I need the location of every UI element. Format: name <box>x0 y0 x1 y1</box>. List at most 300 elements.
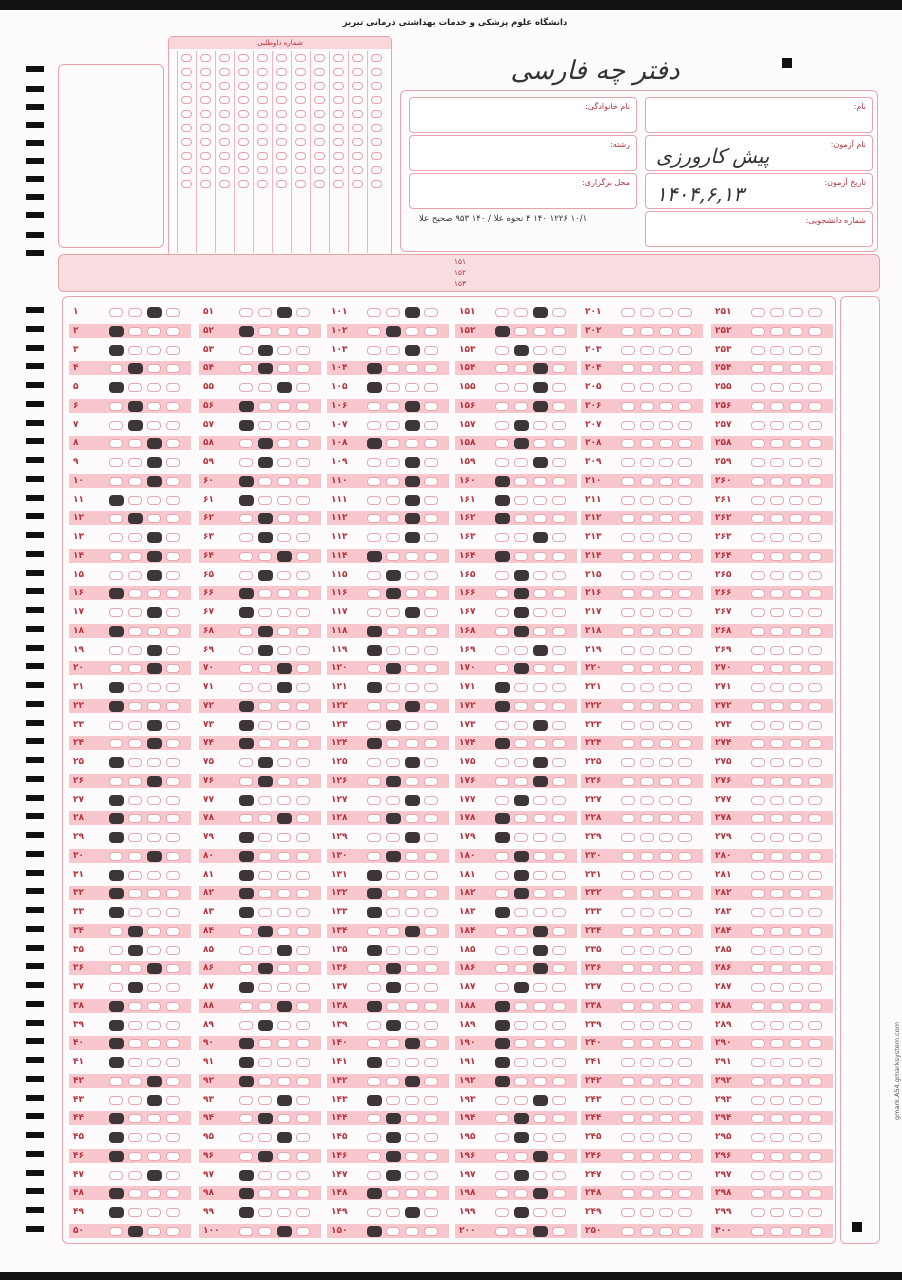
answer-bubble[interactable] <box>296 589 310 598</box>
answer-bubble[interactable] <box>751 458 765 467</box>
answer-bubble-filled[interactable] <box>495 682 510 693</box>
answer-bubble[interactable] <box>147 889 161 898</box>
answer-bubble[interactable] <box>239 627 253 636</box>
answer-bubble[interactable] <box>405 946 419 955</box>
answer-bubble[interactable] <box>405 871 419 880</box>
answer-bubble[interactable] <box>552 1208 566 1217</box>
answer-bubble[interactable] <box>424 1189 438 1198</box>
answer-bubble[interactable] <box>789 1114 803 1123</box>
answer-bubble[interactable] <box>258 308 272 317</box>
answer-bubble-filled[interactable] <box>386 570 401 581</box>
answer-bubble-filled[interactable] <box>367 1057 382 1068</box>
answer-bubble[interactable] <box>789 571 803 580</box>
answer-bubble[interactable] <box>166 383 180 392</box>
answer-bubble[interactable] <box>166 833 180 842</box>
answer-bubble[interactable] <box>128 871 142 880</box>
answer-bubble[interactable] <box>258 796 272 805</box>
answer-bubble[interactable] <box>405 1152 419 1161</box>
exam-name-field[interactable] <box>645 135 873 171</box>
answer-bubble[interactable] <box>770 1077 784 1086</box>
answer-bubble[interactable] <box>751 1152 765 1161</box>
answer-bubble[interactable] <box>495 1152 509 1161</box>
answer-bubble[interactable] <box>808 496 822 505</box>
answer-bubble[interactable] <box>640 683 654 692</box>
answer-bubble[interactable] <box>296 927 310 936</box>
answer-bubble[interactable] <box>640 1096 654 1105</box>
answer-bubble[interactable] <box>296 439 310 448</box>
answer-bubble-filled[interactable] <box>533 382 548 393</box>
answer-bubble[interactable] <box>424 627 438 636</box>
answer-bubble[interactable] <box>367 327 381 336</box>
answer-bubble[interactable] <box>621 683 635 692</box>
answer-bubble[interactable] <box>789 777 803 786</box>
answer-bubble-filled[interactable] <box>386 963 401 974</box>
answer-bubble[interactable] <box>277 889 291 898</box>
answer-bubble[interactable] <box>109 477 123 486</box>
answer-bubble-filled[interactable] <box>405 476 420 487</box>
answer-bubble[interactable] <box>166 1077 180 1086</box>
answer-bubble[interactable] <box>621 796 635 805</box>
answer-bubble[interactable] <box>678 383 692 392</box>
answer-bubble[interactable] <box>770 627 784 636</box>
answer-bubble[interactable] <box>514 1227 528 1236</box>
id-bubble[interactable] <box>352 110 363 118</box>
id-bubble[interactable] <box>238 68 249 76</box>
answer-bubble[interactable] <box>552 777 566 786</box>
answer-bubble[interactable] <box>128 721 142 730</box>
answer-bubble[interactable] <box>640 983 654 992</box>
id-bubble[interactable] <box>295 82 306 90</box>
id-bubble[interactable] <box>181 68 192 76</box>
answer-bubble[interactable] <box>424 608 438 617</box>
answer-bubble[interactable] <box>789 664 803 673</box>
answer-bubble[interactable] <box>424 1058 438 1067</box>
answer-bubble[interactable] <box>678 777 692 786</box>
answer-bubble[interactable] <box>678 871 692 880</box>
answer-bubble[interactable] <box>514 1077 528 1086</box>
answer-bubble[interactable] <box>296 1171 310 1180</box>
id-bubble[interactable] <box>333 82 344 90</box>
answer-bubble[interactable] <box>128 1208 142 1217</box>
answer-bubble-filled[interactable] <box>514 1207 529 1218</box>
answer-bubble[interactable] <box>277 1152 291 1161</box>
answer-bubble[interactable] <box>770 871 784 880</box>
answer-bubble-filled[interactable] <box>405 1076 420 1087</box>
answer-bubble[interactable] <box>277 796 291 805</box>
answer-bubble[interactable] <box>659 946 673 955</box>
answer-bubble-filled[interactable] <box>533 363 548 374</box>
answer-bubble[interactable] <box>495 983 509 992</box>
answer-bubble[interactable] <box>770 477 784 486</box>
answer-bubble[interactable] <box>258 496 272 505</box>
answer-bubble[interactable] <box>367 852 381 861</box>
answer-bubble[interactable] <box>789 1152 803 1161</box>
answer-bubble[interactable] <box>128 646 142 655</box>
answer-bubble[interactable] <box>277 983 291 992</box>
answer-bubble[interactable] <box>424 1227 438 1236</box>
answer-bubble[interactable] <box>770 1152 784 1161</box>
answer-bubble[interactable] <box>640 1171 654 1180</box>
answer-bubble[interactable] <box>789 552 803 561</box>
answer-bubble[interactable] <box>640 908 654 917</box>
answer-bubble[interactable] <box>808 439 822 448</box>
answer-bubble[interactable] <box>640 589 654 598</box>
answer-bubble[interactable] <box>678 421 692 430</box>
answer-bubble[interactable] <box>386 477 400 486</box>
answer-bubble[interactable] <box>166 646 180 655</box>
answer-bubble[interactable] <box>495 664 509 673</box>
answer-bubble[interactable] <box>770 552 784 561</box>
answer-bubble[interactable] <box>166 1208 180 1217</box>
answer-bubble[interactable] <box>552 496 566 505</box>
answer-bubble-filled[interactable] <box>533 1188 548 1199</box>
answer-bubble[interactable] <box>296 514 310 523</box>
answer-bubble[interactable] <box>296 964 310 973</box>
answer-bubble[interactable] <box>166 889 180 898</box>
answer-bubble[interactable] <box>405 327 419 336</box>
answer-bubble[interactable] <box>147 1152 161 1161</box>
answer-bubble[interactable] <box>659 1096 673 1105</box>
answer-bubble[interactable] <box>808 308 822 317</box>
answer-bubble-filled[interactable] <box>533 401 548 412</box>
answer-bubble[interactable] <box>386 946 400 955</box>
answer-bubble[interactable] <box>751 833 765 842</box>
answer-bubble-filled[interactable] <box>128 363 143 374</box>
answer-bubble-filled[interactable] <box>239 1076 254 1087</box>
answer-bubble[interactable] <box>659 964 673 973</box>
answer-bubble[interactable] <box>367 927 381 936</box>
answer-bubble[interactable] <box>640 458 654 467</box>
answer-bubble[interactable] <box>770 796 784 805</box>
answer-bubble[interactable] <box>621 1152 635 1161</box>
answer-bubble-filled[interactable] <box>386 982 401 993</box>
answer-bubble[interactable] <box>296 402 310 411</box>
answer-bubble[interactable] <box>495 1171 509 1180</box>
answer-bubble[interactable] <box>640 814 654 823</box>
answer-bubble[interactable] <box>109 964 123 973</box>
answer-bubble[interactable] <box>277 1039 291 1048</box>
answer-bubble[interactable] <box>770 496 784 505</box>
answer-bubble[interactable] <box>109 777 123 786</box>
answer-bubble[interactable] <box>678 496 692 505</box>
answer-bubble[interactable] <box>751 552 765 561</box>
answer-bubble[interactable] <box>751 383 765 392</box>
answer-bubble[interactable] <box>296 552 310 561</box>
id-bubble[interactable] <box>276 138 287 146</box>
answer-bubble-filled[interactable] <box>533 1095 548 1106</box>
answer-bubble-filled[interactable] <box>258 645 273 656</box>
answer-bubble[interactable] <box>239 946 253 955</box>
answer-bubble[interactable] <box>552 664 566 673</box>
answer-bubble[interactable] <box>621 777 635 786</box>
answer-bubble[interactable] <box>296 796 310 805</box>
answer-bubble[interactable] <box>424 1039 438 1048</box>
answer-bubble[interactable] <box>640 702 654 711</box>
answer-bubble-filled[interactable] <box>405 926 420 937</box>
answer-bubble[interactable] <box>386 364 400 373</box>
answer-bubble[interactable] <box>789 814 803 823</box>
id-bubble[interactable] <box>219 152 230 160</box>
answer-bubble[interactable] <box>495 589 509 598</box>
answer-bubble[interactable] <box>109 983 123 992</box>
answer-bubble[interactable] <box>621 908 635 917</box>
answer-bubble-filled[interactable] <box>367 682 382 693</box>
answer-bubble[interactable] <box>147 1039 161 1048</box>
id-bubble[interactable] <box>181 124 192 132</box>
answer-bubble-filled[interactable] <box>277 1095 292 1106</box>
answer-bubble[interactable] <box>552 1077 566 1086</box>
answer-bubble-filled[interactable] <box>147 663 162 674</box>
answer-bubble[interactable] <box>640 852 654 861</box>
answer-bubble[interactable] <box>405 739 419 748</box>
id-bubble[interactable] <box>352 54 363 62</box>
answer-bubble-filled[interactable] <box>277 307 292 318</box>
answer-bubble[interactable] <box>659 1114 673 1123</box>
answer-bubble-filled[interactable] <box>405 307 420 318</box>
answer-bubble[interactable] <box>789 702 803 711</box>
answer-bubble[interactable] <box>386 1002 400 1011</box>
answer-bubble[interactable] <box>789 964 803 973</box>
answer-bubble-filled[interactable] <box>147 1076 162 1087</box>
answer-bubble[interactable] <box>640 402 654 411</box>
answer-bubble[interactable] <box>678 1096 692 1105</box>
answer-bubble-filled[interactable] <box>147 532 162 543</box>
answer-bubble[interactable] <box>277 1171 291 1180</box>
answer-bubble[interactable] <box>405 1002 419 1011</box>
answer-bubble[interactable] <box>770 346 784 355</box>
answer-bubble-filled[interactable] <box>386 851 401 862</box>
id-bubble[interactable] <box>276 82 287 90</box>
exam-date-field[interactable] <box>645 173 873 209</box>
answer-bubble[interactable] <box>659 608 673 617</box>
answer-bubble[interactable] <box>552 514 566 523</box>
id-bubble[interactable] <box>314 54 325 62</box>
answer-bubble[interactable] <box>405 889 419 898</box>
answer-bubble[interactable] <box>621 364 635 373</box>
answer-bubble-filled[interactable] <box>147 307 162 318</box>
answer-bubble[interactable] <box>147 796 161 805</box>
id-bubble[interactable] <box>219 82 230 90</box>
answer-bubble[interactable] <box>552 646 566 655</box>
answer-bubble[interactable] <box>424 983 438 992</box>
answer-bubble[interactable] <box>367 308 381 317</box>
answer-bubble[interactable] <box>659 1133 673 1142</box>
answer-bubble[interactable] <box>808 1096 822 1105</box>
answer-bubble[interactable] <box>621 627 635 636</box>
answer-bubble[interactable] <box>495 1189 509 1198</box>
answer-bubble[interactable] <box>424 683 438 692</box>
answer-bubble[interactable] <box>659 852 673 861</box>
answer-bubble[interactable] <box>808 402 822 411</box>
answer-bubble-filled[interactable] <box>128 926 143 937</box>
answer-bubble[interactable] <box>424 552 438 561</box>
answer-bubble[interactable] <box>678 946 692 955</box>
answer-bubble[interactable] <box>424 964 438 973</box>
answer-bubble[interactable] <box>770 664 784 673</box>
answer-bubble[interactable] <box>640 1058 654 1067</box>
answer-bubble-filled[interactable] <box>258 363 273 374</box>
answer-bubble[interactable] <box>640 1133 654 1142</box>
answer-bubble-filled[interactable] <box>239 870 254 881</box>
answer-bubble[interactable] <box>640 346 654 355</box>
answer-bubble[interactable] <box>239 571 253 580</box>
answer-bubble-filled[interactable] <box>239 720 254 731</box>
answer-bubble[interactable] <box>659 1058 673 1067</box>
answer-bubble[interactable] <box>277 1021 291 1030</box>
answer-bubble[interactable] <box>424 1114 438 1123</box>
answer-bubble-filled[interactable] <box>109 326 124 337</box>
answer-bubble[interactable] <box>258 664 272 673</box>
answer-bubble-filled[interactable] <box>147 457 162 468</box>
answer-bubble-filled[interactable] <box>495 1076 510 1087</box>
answer-bubble[interactable] <box>495 1114 509 1123</box>
answer-bubble[interactable] <box>495 1227 509 1236</box>
answer-bubble[interactable] <box>424 364 438 373</box>
answer-bubble[interactable] <box>621 1002 635 1011</box>
answer-bubble[interactable] <box>166 871 180 880</box>
answer-bubble[interactable] <box>128 1021 142 1030</box>
answer-bubble[interactable] <box>751 889 765 898</box>
id-bubble[interactable] <box>257 152 268 160</box>
answer-bubble[interactable] <box>495 402 509 411</box>
answer-bubble[interactable] <box>751 983 765 992</box>
answer-bubble[interactable] <box>277 608 291 617</box>
answer-bubble[interactable] <box>128 1133 142 1142</box>
answer-bubble[interactable] <box>621 1171 635 1180</box>
answer-bubble[interactable] <box>621 646 635 655</box>
answer-bubble[interactable] <box>621 402 635 411</box>
answer-bubble[interactable] <box>109 946 123 955</box>
answer-bubble[interactable] <box>640 421 654 430</box>
answer-bubble-filled[interactable] <box>239 588 254 599</box>
answer-bubble[interactable] <box>296 721 310 730</box>
answer-bubble[interactable] <box>109 608 123 617</box>
answer-bubble[interactable] <box>166 758 180 767</box>
answer-bubble[interactable] <box>808 758 822 767</box>
answer-bubble[interactable] <box>239 383 253 392</box>
answer-bubble[interactable] <box>533 833 547 842</box>
answer-bubble[interactable] <box>770 458 784 467</box>
major-field[interactable] <box>409 135 637 171</box>
answer-bubble[interactable] <box>514 383 528 392</box>
answer-bubble[interactable] <box>128 496 142 505</box>
answer-bubble[interactable] <box>659 1002 673 1011</box>
answer-bubble[interactable] <box>367 458 381 467</box>
answer-bubble[interactable] <box>789 346 803 355</box>
id-bubble[interactable] <box>219 180 230 188</box>
answer-bubble[interactable] <box>640 1002 654 1011</box>
answer-bubble[interactable] <box>109 308 123 317</box>
answer-bubble-filled[interactable] <box>514 982 529 993</box>
answer-bubble-filled[interactable] <box>405 345 420 356</box>
answer-bubble[interactable] <box>239 364 253 373</box>
answer-bubble[interactable] <box>147 1208 161 1217</box>
answer-bubble[interactable] <box>621 608 635 617</box>
answer-bubble[interactable] <box>640 646 654 655</box>
answer-bubble[interactable] <box>621 871 635 880</box>
answer-bubble[interactable] <box>770 1114 784 1123</box>
answer-bubble-filled[interactable] <box>109 1113 124 1124</box>
answer-bubble-filled[interactable] <box>405 795 420 806</box>
id-bubble[interactable] <box>352 124 363 132</box>
answer-bubble[interactable] <box>659 1189 673 1198</box>
answer-bubble[interactable] <box>751 627 765 636</box>
answer-bubble[interactable] <box>386 1208 400 1217</box>
answer-bubble[interactable] <box>751 964 765 973</box>
answer-bubble[interactable] <box>678 833 692 842</box>
answer-bubble[interactable] <box>621 964 635 973</box>
answer-bubble[interactable] <box>678 964 692 973</box>
answer-bubble[interactable] <box>405 814 419 823</box>
answer-bubble[interactable] <box>424 1133 438 1142</box>
id-bubble[interactable] <box>200 82 211 90</box>
answer-bubble[interactable] <box>424 646 438 655</box>
answer-bubble[interactable] <box>789 1039 803 1048</box>
answer-bubble[interactable] <box>405 1227 419 1236</box>
answer-bubble[interactable] <box>678 1152 692 1161</box>
id-bubble[interactable] <box>276 180 287 188</box>
answer-bubble[interactable] <box>678 908 692 917</box>
answer-bubble[interactable] <box>166 439 180 448</box>
id-bubble[interactable] <box>314 68 325 76</box>
answer-bubble[interactable] <box>166 983 180 992</box>
answer-bubble[interactable] <box>296 1208 310 1217</box>
answer-bubble[interactable] <box>277 758 291 767</box>
answer-bubble[interactable] <box>277 927 291 936</box>
answer-bubble[interactable] <box>128 1171 142 1180</box>
answer-bubble[interactable] <box>621 758 635 767</box>
answer-bubble[interactable] <box>552 589 566 598</box>
answer-bubble[interactable] <box>789 1189 803 1198</box>
answer-bubble[interactable] <box>808 1002 822 1011</box>
answer-bubble[interactable] <box>751 421 765 430</box>
answer-bubble[interactable] <box>166 1189 180 1198</box>
answer-bubble-filled[interactable] <box>367 888 382 899</box>
id-bubble[interactable] <box>257 180 268 188</box>
answer-bubble[interactable] <box>386 908 400 917</box>
answer-bubble[interactable] <box>405 383 419 392</box>
answer-bubble-filled[interactable] <box>239 851 254 862</box>
answer-bubble[interactable] <box>367 1133 381 1142</box>
answer-bubble-filled[interactable] <box>147 476 162 487</box>
answer-bubble-filled[interactable] <box>405 701 420 712</box>
answer-bubble[interactable] <box>678 1002 692 1011</box>
answer-bubble[interactable] <box>751 777 765 786</box>
answer-bubble[interactable] <box>621 514 635 523</box>
answer-bubble[interactable] <box>552 1171 566 1180</box>
answer-bubble[interactable] <box>751 683 765 692</box>
answer-bubble[interactable] <box>659 1152 673 1161</box>
answer-bubble[interactable] <box>751 796 765 805</box>
answer-bubble[interactable] <box>405 908 419 917</box>
answer-bubble[interactable] <box>128 439 142 448</box>
answer-bubble-filled[interactable] <box>109 907 124 918</box>
answer-bubble[interactable] <box>386 496 400 505</box>
answer-bubble-filled[interactable] <box>109 1020 124 1031</box>
answer-bubble[interactable] <box>621 983 635 992</box>
answer-bubble-filled[interactable] <box>258 776 273 787</box>
answer-bubble[interactable] <box>678 608 692 617</box>
answer-bubble[interactable] <box>659 327 673 336</box>
answer-bubble[interactable] <box>659 702 673 711</box>
answer-bubble-filled[interactable] <box>239 495 254 506</box>
answer-bubble[interactable] <box>166 327 180 336</box>
answer-bubble[interactable] <box>424 439 438 448</box>
id-bubble[interactable] <box>238 96 249 104</box>
answer-bubble[interactable] <box>258 327 272 336</box>
answer-bubble[interactable] <box>424 777 438 786</box>
answer-bubble[interactable] <box>659 346 673 355</box>
